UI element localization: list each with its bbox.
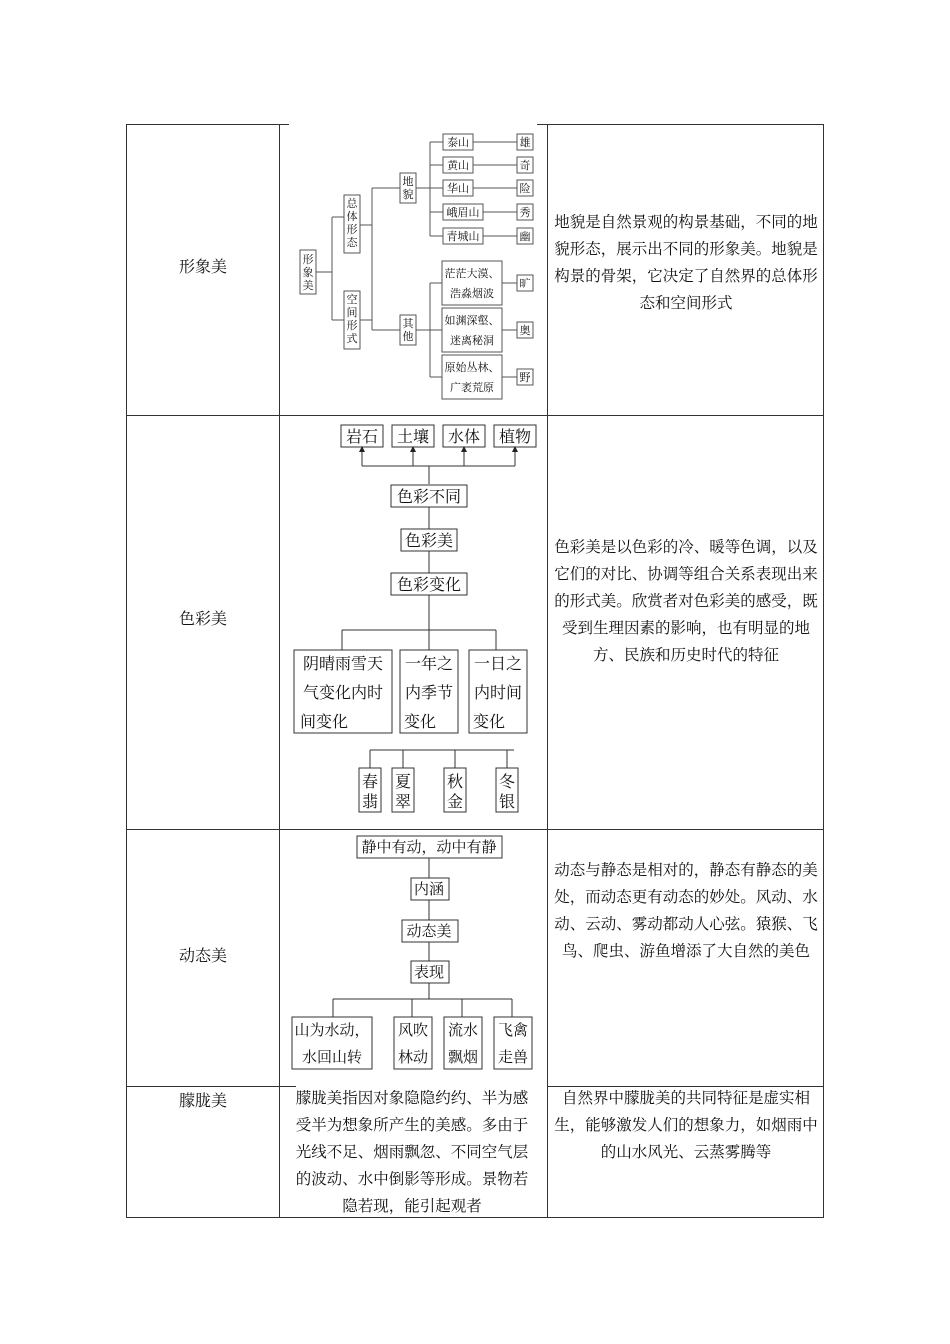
mountain-0: 泰山 — [447, 136, 469, 149]
other-trait-1: 奥 — [519, 324, 531, 337]
chain-1: 色彩美 — [404, 531, 454, 550]
other-2-line2: 广袤荒原 — [450, 381, 494, 394]
change-1-line0: 一年之 — [404, 654, 454, 673]
chain-0: 静中有动，动中有静 — [361, 838, 497, 856]
other-trait-0: 旷 — [519, 277, 531, 290]
mountain-trait-3: 秀 — [519, 206, 531, 219]
mountain-2: 华山 — [447, 182, 469, 195]
chain-1: 内涵 — [413, 880, 445, 898]
table-border-right — [823, 124, 824, 1218]
season-0-b: 翡 — [361, 792, 379, 811]
category-secaimei: 色彩美 — [178, 609, 227, 628]
season-1-b: 翠 — [394, 792, 412, 811]
change-2-line2: 变化 — [473, 712, 506, 731]
mountain-trait-4: 幽 — [519, 230, 531, 243]
item-0-line0: 山为水动， — [294, 1021, 370, 1039]
item-0-line1: 水回山转 — [301, 1048, 363, 1066]
definition-menglongmei: 朦胧美指因对象隐隐约约、半为感受半为想象所产生的美感。多由于光线不足、烟雨飘忽、不同空气层的波动、水中倒影等形成。景物若隐若现，能引起观者 — [295, 1089, 529, 1215]
item-2-line1: 飘烟 — [447, 1048, 479, 1066]
top-item-2: 水体 — [447, 427, 481, 446]
item-2-line0: 流水 — [447, 1021, 479, 1039]
chain-2: 动态美 — [406, 922, 452, 940]
table-border-bottom — [126, 1217, 824, 1218]
season-2-b: 金 — [446, 792, 464, 811]
change-1-line1: 内季节 — [404, 683, 454, 702]
other-2-line1: 原始丛林、 — [444, 361, 500, 374]
table-border-top-right — [537, 124, 824, 125]
other-0-line2: 浩淼烟波 — [450, 287, 494, 300]
season-0-a: 春 — [361, 772, 379, 791]
mountain-trait-0: 雄 — [519, 136, 531, 149]
level2-label-0: 地貌 — [402, 175, 414, 201]
diagram-dongtaimei — [280, 830, 546, 1086]
change-0-line2: 间变化 — [300, 712, 349, 731]
chain-3: 表现 — [413, 963, 445, 981]
mountain-1: 黄山 — [447, 159, 469, 172]
description-menglongmei: 自然界中朦胧美的共同特征是虚实相生，能够激发人们的想象力，如烟雨中的山水风光、云蒸雾腾等 — [554, 1089, 818, 1161]
level1-label-1: 空间形式 — [346, 293, 358, 345]
other-1-line2: 迷离秘洞 — [450, 334, 494, 347]
table-border-col2 — [547, 124, 548, 1218]
item-3-line1: 走兽 — [497, 1048, 529, 1066]
change-0-line0: 阴晴雨雪天 — [302, 654, 384, 673]
item-1-line0: 风吹 — [397, 1021, 429, 1039]
season-2-a: 秋 — [446, 772, 464, 791]
top-item-0: 岩石 — [345, 427, 379, 446]
chain-0: 色彩不同 — [396, 487, 462, 506]
change-2-line0: 一日之 — [473, 654, 523, 673]
mountain-trait-2: 险 — [519, 182, 531, 195]
description-xingxiangmei: 地貌是自然景观的构景基础，不同的地貌形态，展示出不同的形象美。地貌是构景的骨架，它决定了自然界的总体形态和空间形式 — [554, 213, 818, 312]
item-1-line1: 林动 — [397, 1048, 429, 1066]
season-3-a: 冬 — [498, 772, 516, 791]
diagram-secaimei — [280, 416, 546, 828]
change-1-line2: 变化 — [404, 712, 437, 731]
chain-2: 色彩变化 — [396, 575, 462, 594]
table-border-top — [126, 124, 289, 125]
table-border-left — [126, 124, 127, 1218]
season-1-a: 夏 — [394, 772, 412, 791]
level1-label-0: 总体形态 — [346, 197, 358, 249]
change-2-line1: 内时间 — [473, 683, 523, 702]
change-0-line1: 气变化内时 — [302, 683, 384, 702]
other-0-line1: 茫茫大漠、 — [444, 267, 500, 280]
season-3-b: 银 — [498, 792, 516, 811]
top-item-3: 植物 — [498, 427, 532, 446]
root-label: 形象美 — [302, 253, 314, 292]
diagram-xingxiangmei — [280, 125, 546, 415]
category-dongtaimei: 动态美 — [178, 946, 227, 965]
item-3-line0: 飞禽 — [497, 1021, 529, 1039]
level2-label-1: 其他 — [402, 317, 414, 343]
mountain-4: 青城山 — [446, 230, 480, 243]
description-dongtaimei: 动态与静态是相对的，静态有静态的美处，而动态更有动态的妙处。风动、水动、云动、雾动都动人心弦。猿猴、飞鸟、爬虫、游鱼增添了大自然的美色 — [554, 861, 818, 960]
row-divider-3a — [126, 1086, 296, 1087]
other-1-line1: 如渊深壑、 — [444, 314, 500, 327]
category-xingxiangmei: 形象美 — [178, 257, 227, 276]
other-trait-2: 野 — [519, 371, 531, 384]
mountain-trait-1: 奇 — [519, 159, 531, 172]
top-item-1: 土壤 — [396, 427, 430, 446]
category-menglongmei: 朦胧美 — [178, 1091, 227, 1110]
description-secaimei: 色彩美是以色彩的冷、暖等色调，以及它们的对比、协调等组合关系表现出来的形式美。欣赏者对色彩美的感受，既受到生理因素的影响，也有明显的地方、民族和历史时代的特征 — [554, 538, 818, 664]
mountain-3: 峨眉山 — [446, 206, 480, 219]
